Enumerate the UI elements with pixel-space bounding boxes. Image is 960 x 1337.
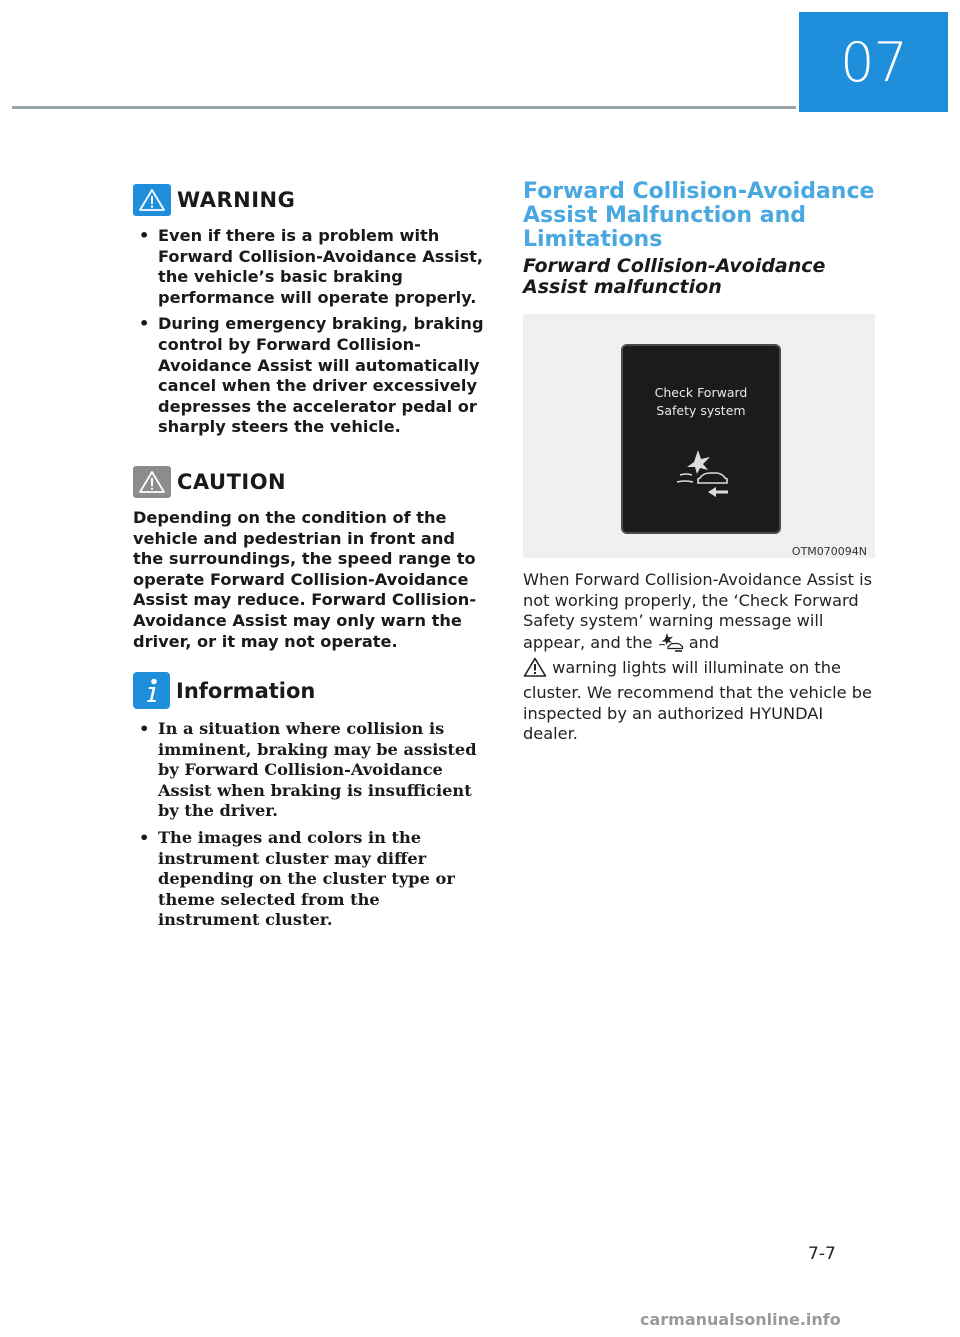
information-list <box>133 719 485 931</box>
description-text: and <box>683 632 720 652</box>
list-item: • During emergency braking, braking control by Forward Collision-Avoidance Assist will automatically cancel when the driver excessively depresses the accelerator pedal or sharply steers the vehicle. <box>133 314 485 438</box>
figure-code: OTM070094N <box>791 545 867 558</box>
section-subtitle: Forward Collision-Avoidance Assist malfunction <box>523 255 826 298</box>
forward-collision-icon <box>672 448 730 505</box>
page-number: 7-7 <box>808 1244 836 1264</box>
watermark: carmanualsonline.info <box>640 1310 841 1329</box>
malfunction-description <box>523 570 875 745</box>
right-column <box>523 180 875 745</box>
section-title: Forward Collision-Avoidance Assist Malfunction and Limitations <box>523 179 875 252</box>
cluster-display <box>621 344 781 534</box>
caution-triangle-icon <box>133 466 171 498</box>
header-rule <box>12 106 796 109</box>
caution-header <box>133 466 485 498</box>
warning-list <box>133 226 485 438</box>
info-icon <box>133 672 170 709</box>
master-warning-icon <box>523 657 547 683</box>
information-title: Information <box>176 678 316 703</box>
cluster-message-line: Safety system <box>656 403 746 418</box>
list-item: • The images and colors in the instrument cluster may differ depending on the cluster type or theme selected from the instrument cluster. <box>133 828 485 931</box>
chapter-number: 07 <box>840 30 907 94</box>
information-header <box>133 672 485 709</box>
chapter-tab <box>799 12 948 112</box>
caution-title: CAUTION <box>177 469 287 494</box>
caution-callout <box>133 466 485 652</box>
list-item: • In a situation where collision is imminent, braking may be assisted by Forward Collision-Avoidance Assist when braking is insufficient by the driver. <box>133 719 485 822</box>
caution-text: Depending on the condition of the vehicle and pedestrian in front and the surroundings, the speed range to operate Forward Collision-Avoidance Assist may reduce. Forward Collision-Avoidance Assist may only warn the driver, or it may not operate. <box>133 507 477 651</box>
information-callout <box>133 672 485 931</box>
forward-collision-warning-icon <box>658 632 684 658</box>
cluster-figure <box>523 314 875 558</box>
warning-triangle-icon <box>133 184 171 216</box>
left-column <box>133 184 485 937</box>
warning-callout <box>133 184 485 438</box>
description-text: When Forward Collision-Avoidance Assist is not working properly, the ‘Check Forward Safety system’ warning message will appear, and the <box>523 570 873 652</box>
cluster-message <box>623 384 779 420</box>
description-text: warning lights will illuminate on the cluster. We recommend that the vehicle be inspected by an authorized HYUNDAI dealer. <box>523 658 873 744</box>
list-item: • Even if there is a problem with Forward Collision-Avoidance Assist, the vehicle’s basic braking performance will operate properly. <box>133 226 485 308</box>
warning-header <box>133 184 485 216</box>
warning-title: WARNING <box>177 188 296 212</box>
cluster-message-line: Check Forward <box>654 385 748 400</box>
